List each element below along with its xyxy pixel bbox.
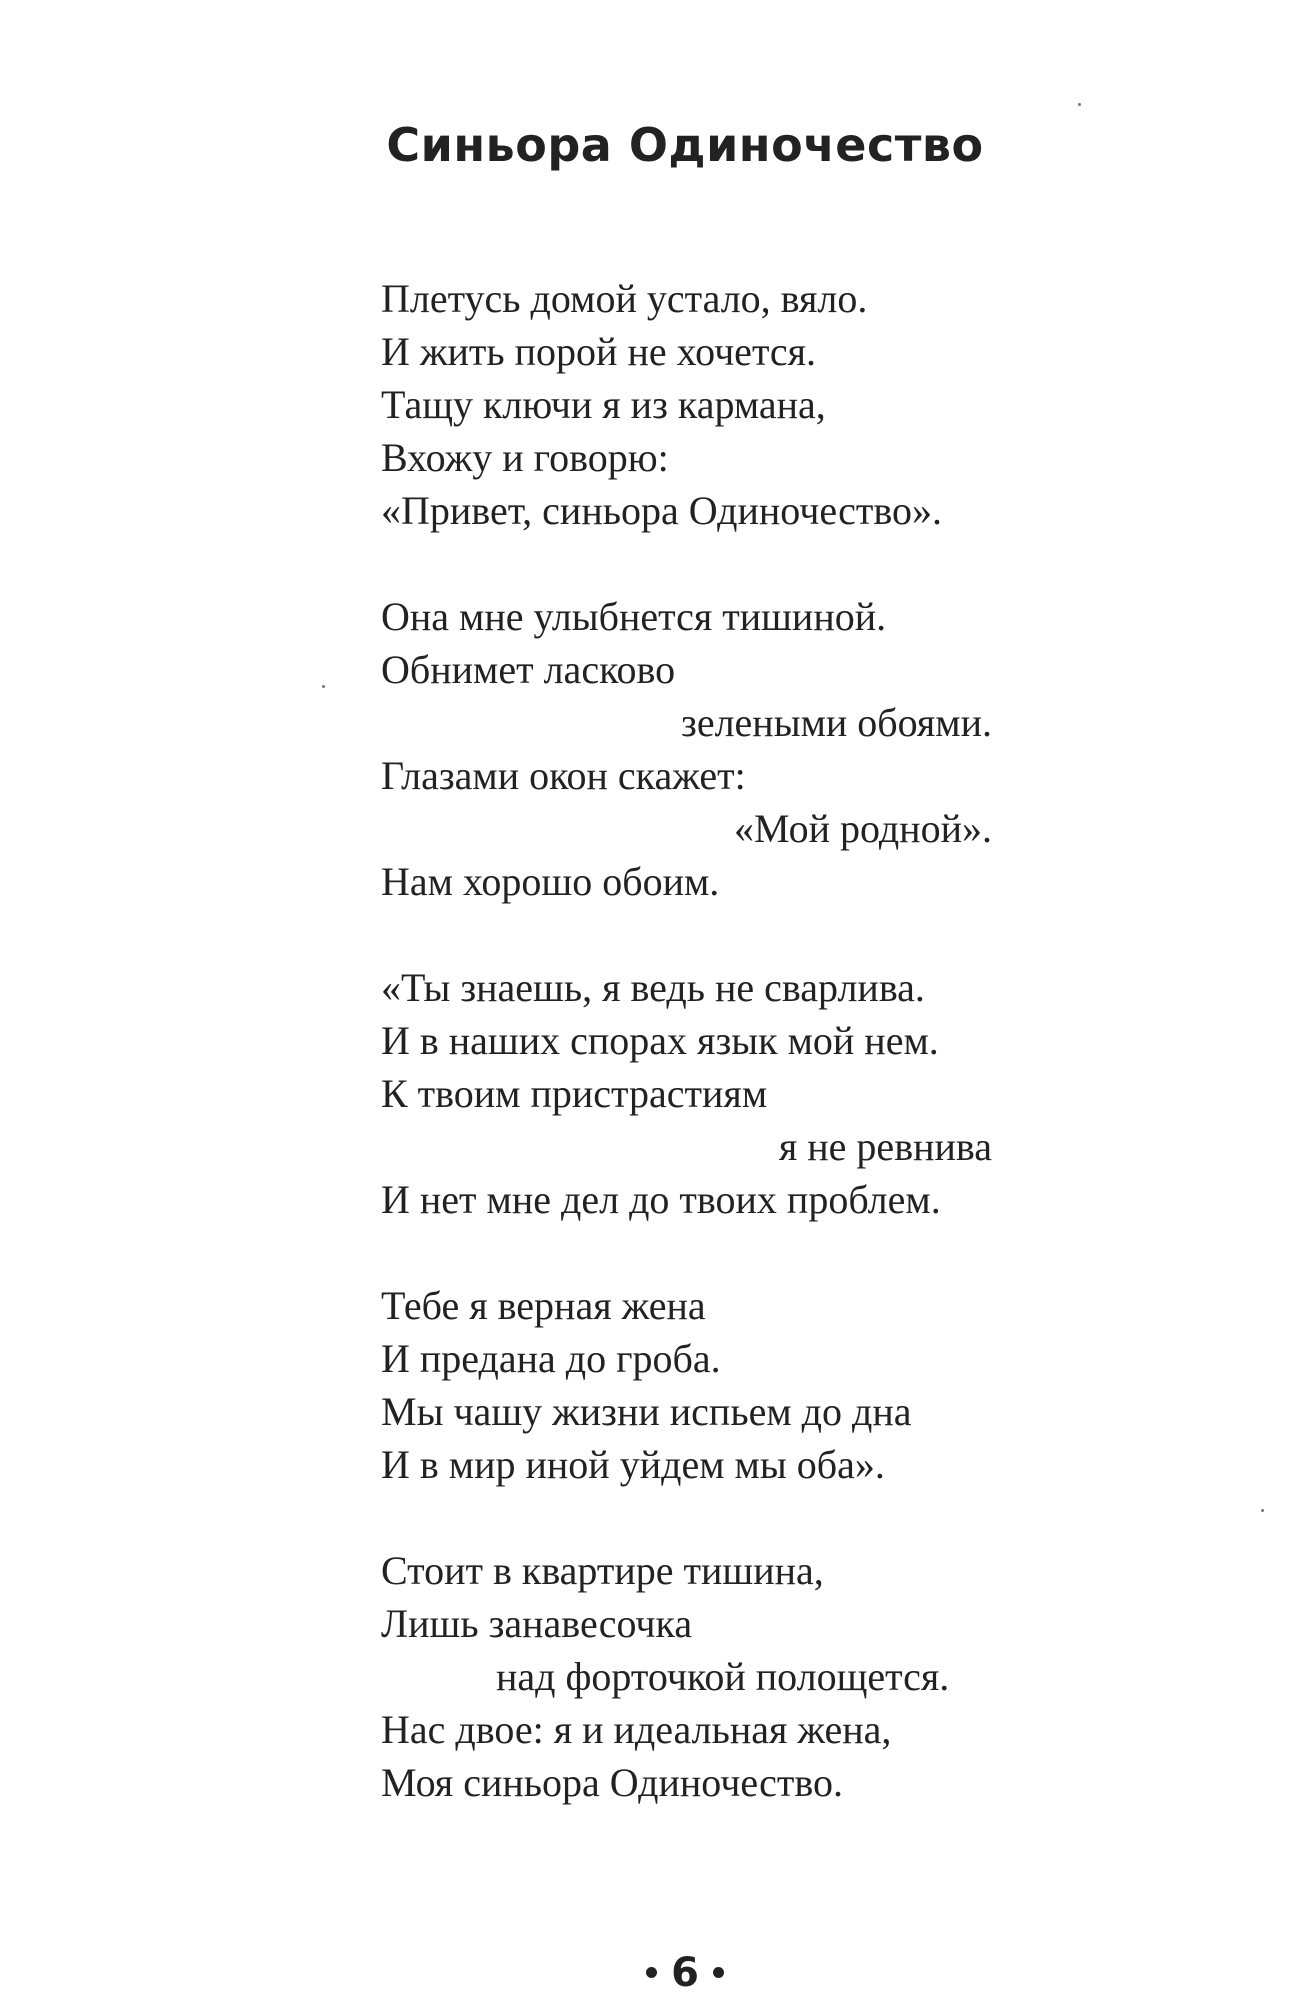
- poem-line: Мы чашу жизни испьем до дна: [381, 1389, 912, 1434]
- stanza-4: [381, 1279, 1001, 1491]
- poem-line: я не ревнива: [778, 1124, 992, 1169]
- poem-line: И предана до гроба.: [381, 1336, 721, 1381]
- scan-speck: [322, 685, 325, 688]
- poem-line: «Мой родной».: [734, 806, 992, 851]
- poem-line: И жить порой не хочется.: [381, 329, 817, 374]
- poem-line: Нам хорошо обоим.: [381, 859, 720, 904]
- stanza-1: [381, 272, 1001, 537]
- poem-line: Вхожу и говорю:: [381, 435, 669, 480]
- scan-speck: [1078, 103, 1081, 106]
- poem-title: Синьора Одиночество: [386, 118, 984, 172]
- poem-line: И нет мне дел до твоих проблем.: [381, 1177, 941, 1222]
- poem-line: Обнимет ласково: [381, 647, 676, 692]
- poem-line: Тебе я верная жена: [381, 1283, 706, 1328]
- poem-line: Лишь занавесочка: [381, 1601, 693, 1646]
- stanza-2: [381, 590, 1001, 908]
- poem-line: Глазами окон скажет:: [381, 753, 746, 798]
- poem-line: «Привет, синьора Одиночество».: [381, 488, 942, 533]
- poem-line: Она мне улыбнется тишиной.: [381, 594, 887, 639]
- poem-line: И в мир иной уйдем мы оба».: [381, 1442, 885, 1487]
- poem-line: Тащу ключи я из кармана,: [381, 382, 826, 427]
- poem-line: И в наших спорах язык мой нем.: [381, 1018, 939, 1063]
- page-number: 6: [671, 1950, 699, 1996]
- bullet-icon: [713, 1967, 724, 1978]
- poem-line: К твоим пристрастиям: [381, 1071, 768, 1116]
- bullet-icon: [646, 1967, 657, 1978]
- stanza-3: [381, 961, 1001, 1226]
- poem-line: Стоит в квартире тишина,: [381, 1548, 824, 1593]
- poem-line: над форточкой полощется.: [496, 1654, 950, 1699]
- poem-line: зелеными обоями.: [681, 700, 992, 745]
- poem-line: Плетусь домой устало, вяло.: [381, 276, 868, 321]
- page-number-footer: [0, 1950, 1305, 1996]
- poem-line: Моя синьора Одиночество.: [381, 1760, 843, 1805]
- stanza-5: [381, 1544, 1001, 1809]
- poem-line: «Ты знаешь, я ведь не сварлива.: [381, 965, 925, 1010]
- scan-speck: [1261, 1509, 1264, 1512]
- poem-line: Нас двое: я и идеальная жена,: [381, 1707, 892, 1752]
- poem-body: [381, 272, 1001, 1862]
